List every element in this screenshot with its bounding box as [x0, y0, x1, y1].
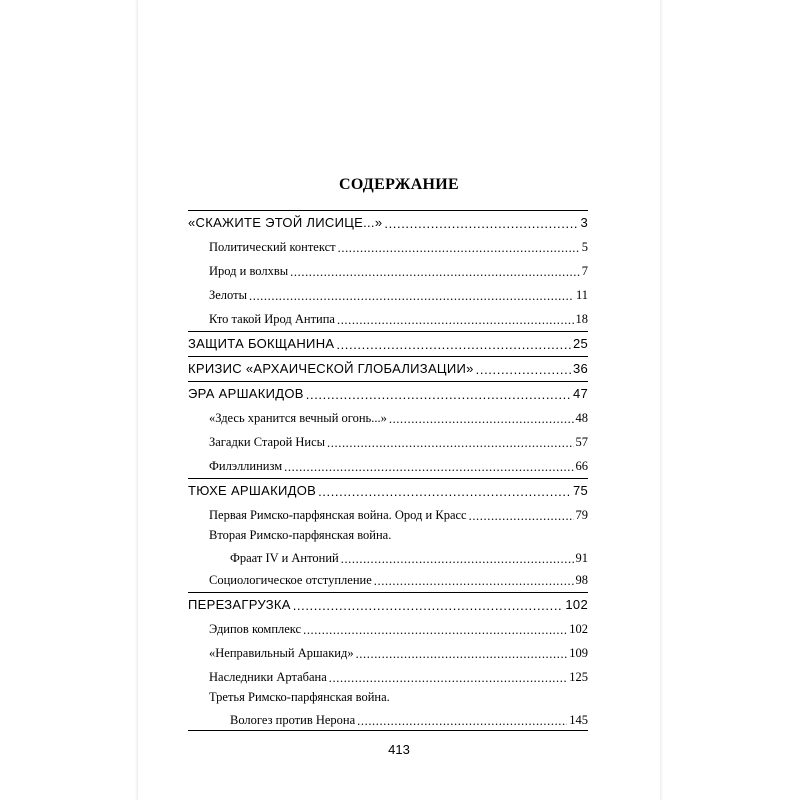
toc-section[interactable] — [188, 641, 588, 665]
page-title: СОДЕРЖАНИЕ — [338, 176, 460, 193]
toc-page: 102 — [569, 622, 588, 636]
leader-dots — [338, 247, 580, 260]
toc-section[interactable] — [188, 406, 588, 430]
toc-section[interactable] — [188, 617, 588, 641]
toc-section[interactable] — [188, 527, 588, 568]
toc-chapter[interactable] — [188, 356, 588, 381]
toc-page: 66 — [575, 459, 588, 473]
leader-dots — [476, 368, 571, 381]
toc-page: 91 — [575, 551, 588, 565]
toc-label: «Здесь хранится вечный огонь...» — [209, 411, 387, 425]
toc-page: 48 — [575, 411, 588, 425]
toc-section[interactable] — [188, 665, 588, 689]
toc-page: 3 — [580, 215, 588, 230]
toc-section[interactable] — [188, 235, 588, 259]
toc-page: 25 — [572, 336, 588, 351]
toc-label-continued: Фраат IV и Антоний — [230, 551, 339, 565]
toc-label: Третья Римско-парфянская война. — [209, 690, 390, 704]
toc-label: ЗАЩИТА БОКЩАНИНА — [188, 336, 335, 351]
toc-page: 5 — [581, 240, 588, 254]
toc-page: 98 — [575, 573, 588, 587]
toc-page: 125 — [569, 670, 588, 684]
leader-dots — [303, 629, 567, 642]
toc-label: ПЕРЕЗАГРУЗКА — [188, 597, 291, 612]
leader-dots — [337, 319, 574, 332]
toc-label: Кто такой Ирод Антипа — [209, 312, 335, 326]
page-number: 413 — [388, 742, 410, 757]
leader-dots — [389, 418, 574, 431]
toc-label: КРИЗИС «АРХАИЧЕСКОЙ ГЛОБАЛИЗАЦИИ» — [188, 361, 474, 376]
toc-section[interactable] — [188, 503, 588, 527]
toc-label: «СКАЖИТЕ ЭТОЙ ЛИСИЦЕ...» — [188, 215, 383, 230]
toc-label: ЭРА АРШАКИДОВ — [188, 386, 304, 401]
toc-label: Вторая Римско-парфянская война. — [209, 528, 392, 542]
toc-page: 145 — [569, 713, 588, 727]
toc-page: 75 — [572, 483, 588, 498]
toc-label: «Неправильный Аршакид» — [209, 646, 354, 660]
toc-label: Социологическое отступление — [209, 573, 372, 587]
toc-section[interactable] — [188, 259, 588, 283]
toc-page: 47 — [572, 386, 588, 401]
book-page — [138, 0, 660, 800]
toc-section[interactable] — [188, 568, 588, 592]
toc-chapter[interactable] — [188, 331, 588, 356]
toc-section[interactable] — [188, 689, 588, 730]
toc-label: ТЮХЕ АРШАКИДОВ — [188, 483, 317, 498]
leader-dots — [293, 604, 564, 617]
leader-dots — [374, 580, 574, 593]
leader-dots — [249, 295, 574, 308]
leader-dots — [318, 490, 571, 503]
toc-label: Филэллинизм — [209, 459, 283, 473]
toc-label: Загадки Старой Нисы — [209, 435, 326, 449]
toc-chapter[interactable] — [188, 592, 588, 617]
toc-chapter[interactable] — [188, 381, 588, 406]
leader-dots — [336, 343, 571, 356]
leader-dots — [329, 677, 567, 690]
toc-page: 11 — [575, 288, 588, 302]
leader-dots — [290, 271, 580, 284]
toc-section[interactable] — [188, 307, 588, 331]
toc-page: 102 — [565, 597, 588, 612]
toc-page: 57 — [575, 435, 588, 449]
toc-label: Эдипов комплекс — [209, 622, 302, 636]
toc-page: 7 — [581, 264, 588, 278]
leader-dots — [357, 718, 567, 731]
divider — [188, 730, 588, 731]
leader-dots — [341, 556, 574, 569]
toc-section[interactable] — [188, 283, 588, 307]
toc-section[interactable] — [188, 430, 588, 454]
toc-page: 79 — [575, 508, 588, 522]
toc-label: Зелоты — [209, 288, 247, 302]
leader-dots — [327, 442, 573, 455]
toc-label: Политический контекст — [209, 240, 336, 254]
leader-dots — [306, 393, 571, 406]
table-of-contents — [188, 210, 588, 731]
toc-page: 18 — [575, 312, 588, 326]
toc-page: 109 — [569, 646, 588, 660]
leader-dots — [284, 466, 573, 479]
leader-dots — [356, 653, 568, 666]
toc-chapter[interactable] — [188, 478, 588, 503]
toc-chapter[interactable] — [188, 210, 588, 235]
toc-section[interactable] — [188, 454, 588, 478]
toc-label: Наследники Артабана — [209, 670, 327, 684]
toc-label: Первая Римско-парфянская война. Ород и Красс — [209, 508, 467, 522]
toc-label-continued: Вологез против Нерона — [230, 713, 356, 727]
toc-label: Ирод и волхвы — [209, 264, 289, 278]
leader-dots — [384, 222, 578, 235]
leader-dots — [469, 515, 574, 528]
toc-page: 36 — [572, 361, 588, 376]
